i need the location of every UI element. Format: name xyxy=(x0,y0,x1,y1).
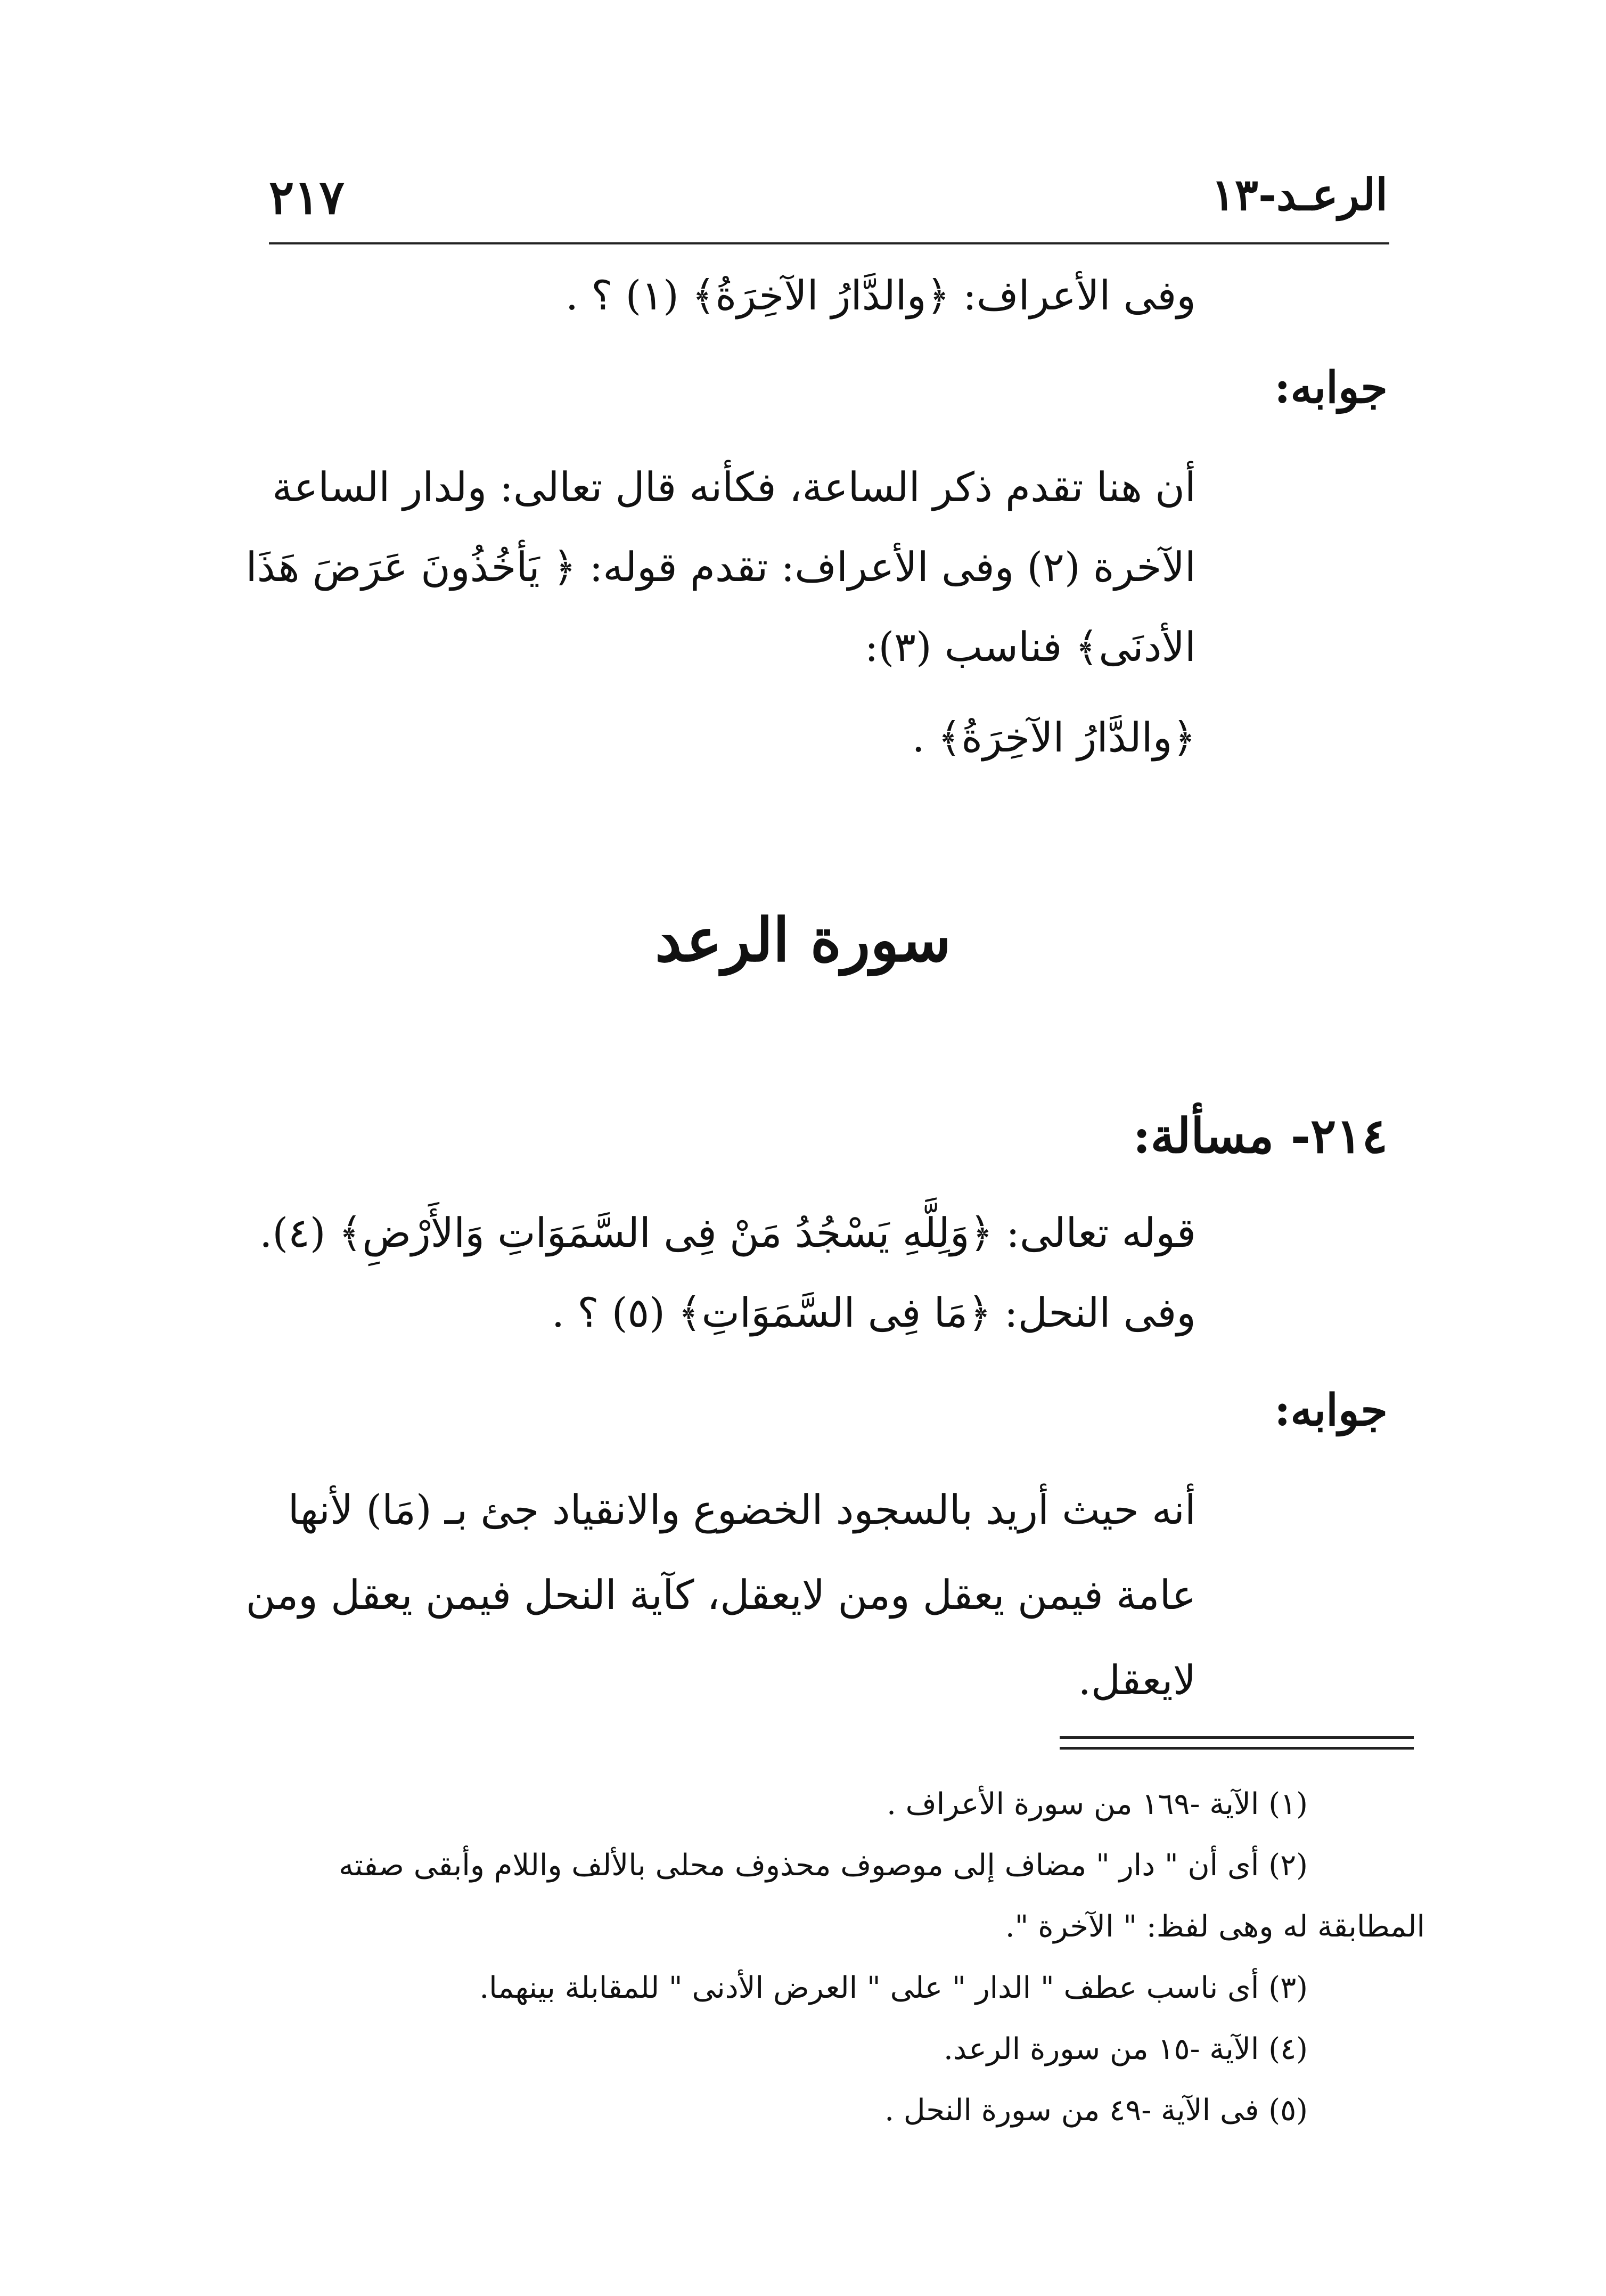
answer-line: الآخرة (٢) وفى الأعراف: تقدم قوله: ﴿ يَأخُذُونَ عَرَضَ هَذَا xyxy=(245,543,1196,591)
sura-title: سورة الرعد xyxy=(654,905,952,975)
footnote-2-continuation: المطابقة له وهى لفظ: " الآخرة ". xyxy=(1005,1909,1425,1944)
page-number: ٢١٧ xyxy=(269,169,345,225)
quran-quote-line: ﴿والدَّارُ الآخِرَةُ﴾ . xyxy=(912,714,1196,761)
answer-label: جوابه: xyxy=(1274,362,1388,413)
answer-line: لايعقل. xyxy=(1078,1656,1196,1704)
question-tail-line: وفى الأعراف: ﴿والدَّارُ الآخِرَةُ﴾ (١) ؟ . xyxy=(565,272,1196,319)
footnote-4: (٤) الآية -١٥ من سورة الرعد. xyxy=(944,2032,1308,2066)
footnote-3: (٣) أى ناسب عطف " الدار " على " العرض الأدنى " للمقابلة بينهما. xyxy=(479,1971,1308,2005)
answer-line: عامة فيمن يعقل ومن لايعقل، كآية النحل فيمن يعقل ومن xyxy=(245,1571,1196,1619)
footnote-5: (٥) فى الآية -٤٩ من سورة النحل . xyxy=(884,2093,1308,2128)
running-head: الرعـد-١٣ xyxy=(1211,169,1388,220)
footnote-rule xyxy=(1060,1736,1414,1739)
answer-line: أن هنا تقدم ذكر الساعة، فكأنه قال تعالى: ولدار الساعة xyxy=(272,463,1196,511)
question-line: وفى النحل: ﴿مَا فِى السَّمَوَاتِ﴾ (٥) ؟ . xyxy=(551,1289,1196,1336)
masala-label: ٢١٤- مسألة: xyxy=(1133,1108,1388,1164)
footnote-rule xyxy=(1060,1747,1414,1750)
footnote-1: (١) الآية -١٦٩ من سورة الأعراف . xyxy=(887,1787,1308,1821)
footnote-2: (٢) أى أن " دار " مضاف إلى موصوف محذوف محلى بالألف واللام وأبقى صفته xyxy=(339,1848,1308,1883)
answer-line: الأدنَى﴾ فناسب (٣): xyxy=(864,623,1196,671)
header-rule xyxy=(269,242,1389,244)
question-line: قوله تعالى: ﴿وَلِلَّهِ يَسْجُدُ مَنْ فِى السَّمَوَاتِ وَالأَرْضِ﴾ (٤). xyxy=(259,1209,1196,1256)
answer-label: جوابه: xyxy=(1274,1385,1388,1436)
answer-line: أنه حيث أريد بالسجود الخضوع والانقياد جئ بـ (مَا) لأنها xyxy=(288,1486,1196,1533)
